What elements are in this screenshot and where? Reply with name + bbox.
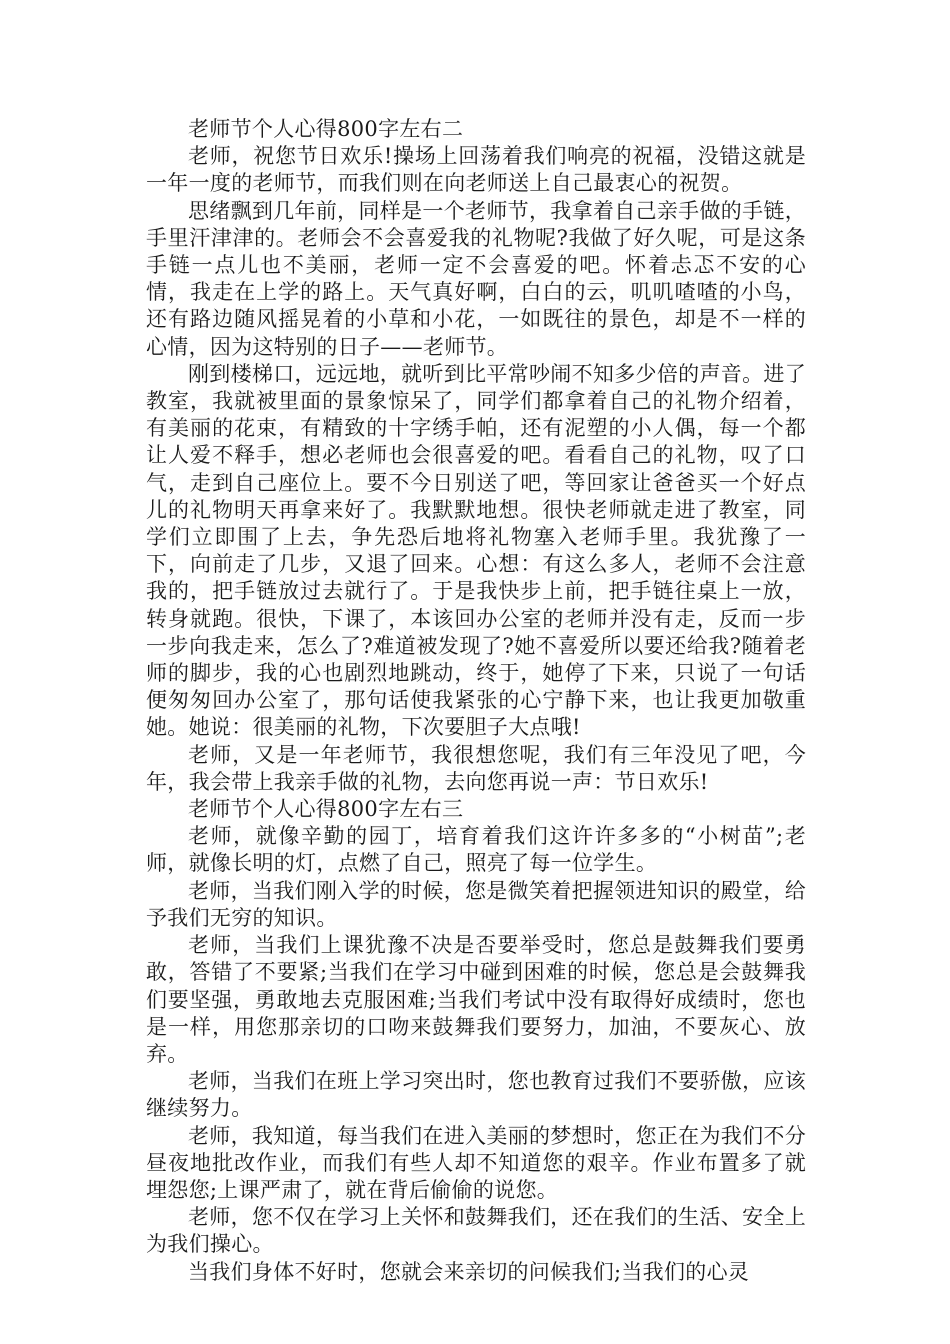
paragraph: 老师，就像辛勤的园丁，培育着我们这许许多多的“小树苗”;老师，就像长明的灯，点燃了自己，照亮了每一位学生。 <box>146 824 806 876</box>
paragraph: 刚到楼梯口，远远地，就听到比平常吵闹不知多少倍的声音。进了教室，我就被里面的景象惊呆了，同学们都拿着自己的礼物介绍着，有美丽的花束，有精致的十字绣手帕，还有泥塑的小人偶，每一个都让人爱不释手，想必老师也会很喜爱的吧。看看自己的礼物，叹了口气，走到自己座位上。要不今日别送了吧，等回家让爸爸买一个好点儿的礼物明天再拿来好了。我默默地想。很快老师就走进了教室，同学们立即围了上去，争先恐后地将礼物塞入老师手里。我犹豫了一下，向前走了几步，又退了回来。心想：有这么多人，老师不会注意我的，把手链放过去就行了。于是我快步上前，把手链往桌上一放，转身就跑。很快，下课了，本该回办公室的老师并没有走，反而一步一步向我走来，怎么了?难道被发现了?她不喜爱所以要还给我?随着老师的脚步，我的心也剧烈地跳动，终于，她停了下来，只说了一句话便匆匆回办公室了，那句话使我紧张的心宁静下来，也让我更加敬重她。她说：很美丽的礼物，下次要胆子大点哦! <box>146 361 806 740</box>
paragraph: 老师，您不仅在学习上关怀和鼓舞我们，还在我们的生活、安全上为我们操心。 <box>146 1205 806 1257</box>
paragraph: 老师，当我们上课犹豫不决是否要举受时，您总是鼓舞我们要勇敢，答错了不要紧;当我们在学习中碰到困难的时候，您总是会鼓舞我们要坚强，勇敢地去克服困难;当我们考试中没有取得好成绩时，您也是一样，用您那亲切的口吻来鼓舞我们要努力，加油，不要灰心、放弃。 <box>146 933 806 1066</box>
paragraph: 老师，又是一年老师节，我很想您呢，我们有三年没见了吧，今年，我会带上我亲手做的礼物，去向您再说一声：节日欢乐! <box>146 742 806 794</box>
paragraph: 思绪飘到几年前，同样是一个老师节，我拿着自己亲手做的手链，手里汗津津的。老师会不会喜爱我的礼物呢?我做了好久呢，可是这条手链一点儿也不美丽，老师一定不会喜爱的吧。怀着忐忑不安的心情，我走在上学的路上。天气真好啊，白白的云，叽叽喳喳的小鸟，还有路边随风摇晃着的小草和小花，一如既往的景色，却是不一样的心情，因为这特别的日子——老师节。 <box>146 198 806 359</box>
document-body <box>146 116 806 1286</box>
paragraph: 老师，当我们在班上学习突出时，您也教育过我们不要骄傲，应该继续努力。 <box>146 1069 806 1121</box>
paragraph: 当我们身体不好时，您就会来亲切的问候我们;当我们的心灵 <box>188 1259 750 1284</box>
paragraph: 老师，我知道，每当我们在进入美丽的梦想时，您正在为我们不分昼夜地批改作业，而我们有些人却不知道您的艰辛。作业布置多了就埋怨您;上课严肃了，就在背后偷偷的说您。 <box>146 1123 806 1202</box>
paragraph: 老师，祝您节日欢乐!操场上回荡着我们响亮的祝福，没错这就是一年一度的老师节，而我们则在向老师送上自己最衷心的祝贺。 <box>146 144 806 196</box>
section-heading-3: 老师节个人心得800字左右三 <box>188 797 464 822</box>
section-heading-2: 老师节个人心得800字左右二 <box>188 117 464 141</box>
paragraph: 老师，当我们刚入学的时候，您是微笑着把握领进知识的殿堂，给予我们无穷的知识。 <box>146 878 806 930</box>
